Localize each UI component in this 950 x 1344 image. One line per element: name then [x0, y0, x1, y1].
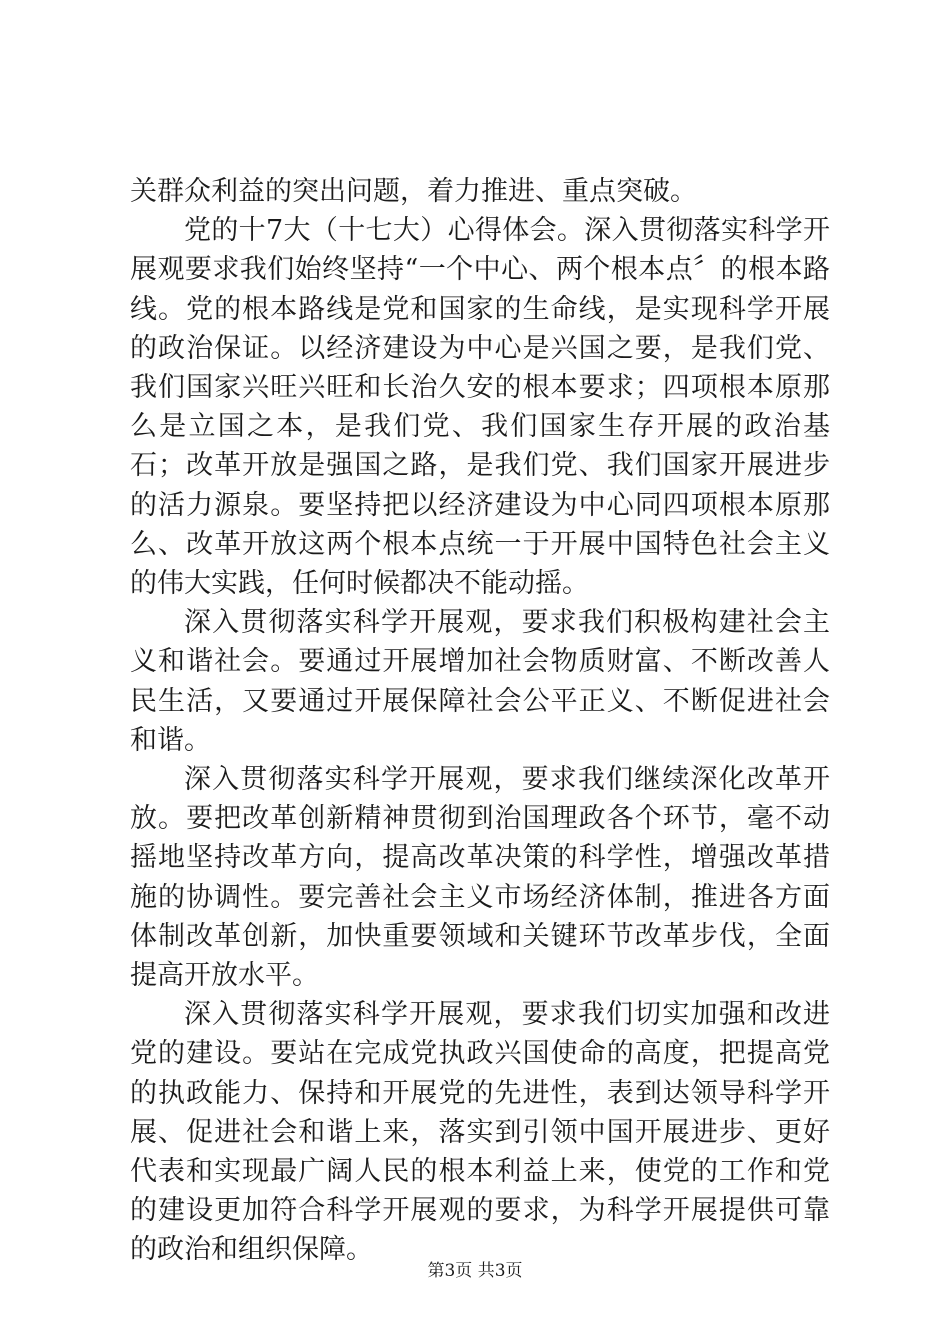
paragraph: 党的十7大（十七大）心得体会。深入贯彻落实科学开展观要求我们始终坚持“一个中心、两个根本点〞的根本路线。党的根本路线是党和国家的生命线，是实现科学开展的政治保证。以经济建设为中心是兴国之要，是我们党、我们国家兴旺兴旺和长治久安的根本要求；四项根本原那么是立国之本，是我们党、我们国家生存开展的政治基石；改革开放是强国之路，是我们党、我们国家开展进步的活力源泉。要坚持把以经济建设为中心同四项根本原那么、改革开放这两个根本点统一于开展中国特色社会主义的伟大实践，任何时候都决不能动摇。 — [130, 215, 830, 600]
page-number-footer: 第3页 共3页 — [427, 1261, 523, 1281]
paragraph-continuation: 关群众利益的突出问题，着力推进、重点突破。 — [130, 176, 697, 207]
paragraph: 深入贯彻落实科学开展观，要求我们继续深化改革开放。要把改革创新精神贯彻到治国理政各个环节，毫不动摇地坚持改革方向，提高改革决策的科学性，增强改革措施的协调性。要完善社会主义市场经济体制，推进各方面体制改革创新，加快重要领域和关键环节改革步伐，全面提高开放水平。 — [130, 764, 830, 992]
paragraph: 深入贯彻落实科学开展观，要求我们积极构建社会主义和谐社会。要通过开展增加社会物质财富、不断改善人民生活，又要通过开展保障社会公平正义、不断促进社会和谐。 — [130, 607, 830, 756]
document-body — [130, 172, 830, 1270]
paragraph: 深入贯彻落实科学开展观，要求我们切实加强和改进党的建设。要站在完成党执政兴国使命的高度，把提高党的执政能力、保持和开展党的先进性，表到达领导科学开展、促进社会和谐上来，落实到引领中国开展进步、更好代表和实现最广阔人民的根本利益上来，使党的工作和党的建设更加符合科学开展观的要求，为科学开展提供可靠的政治和组织保障。 — [130, 999, 830, 1266]
